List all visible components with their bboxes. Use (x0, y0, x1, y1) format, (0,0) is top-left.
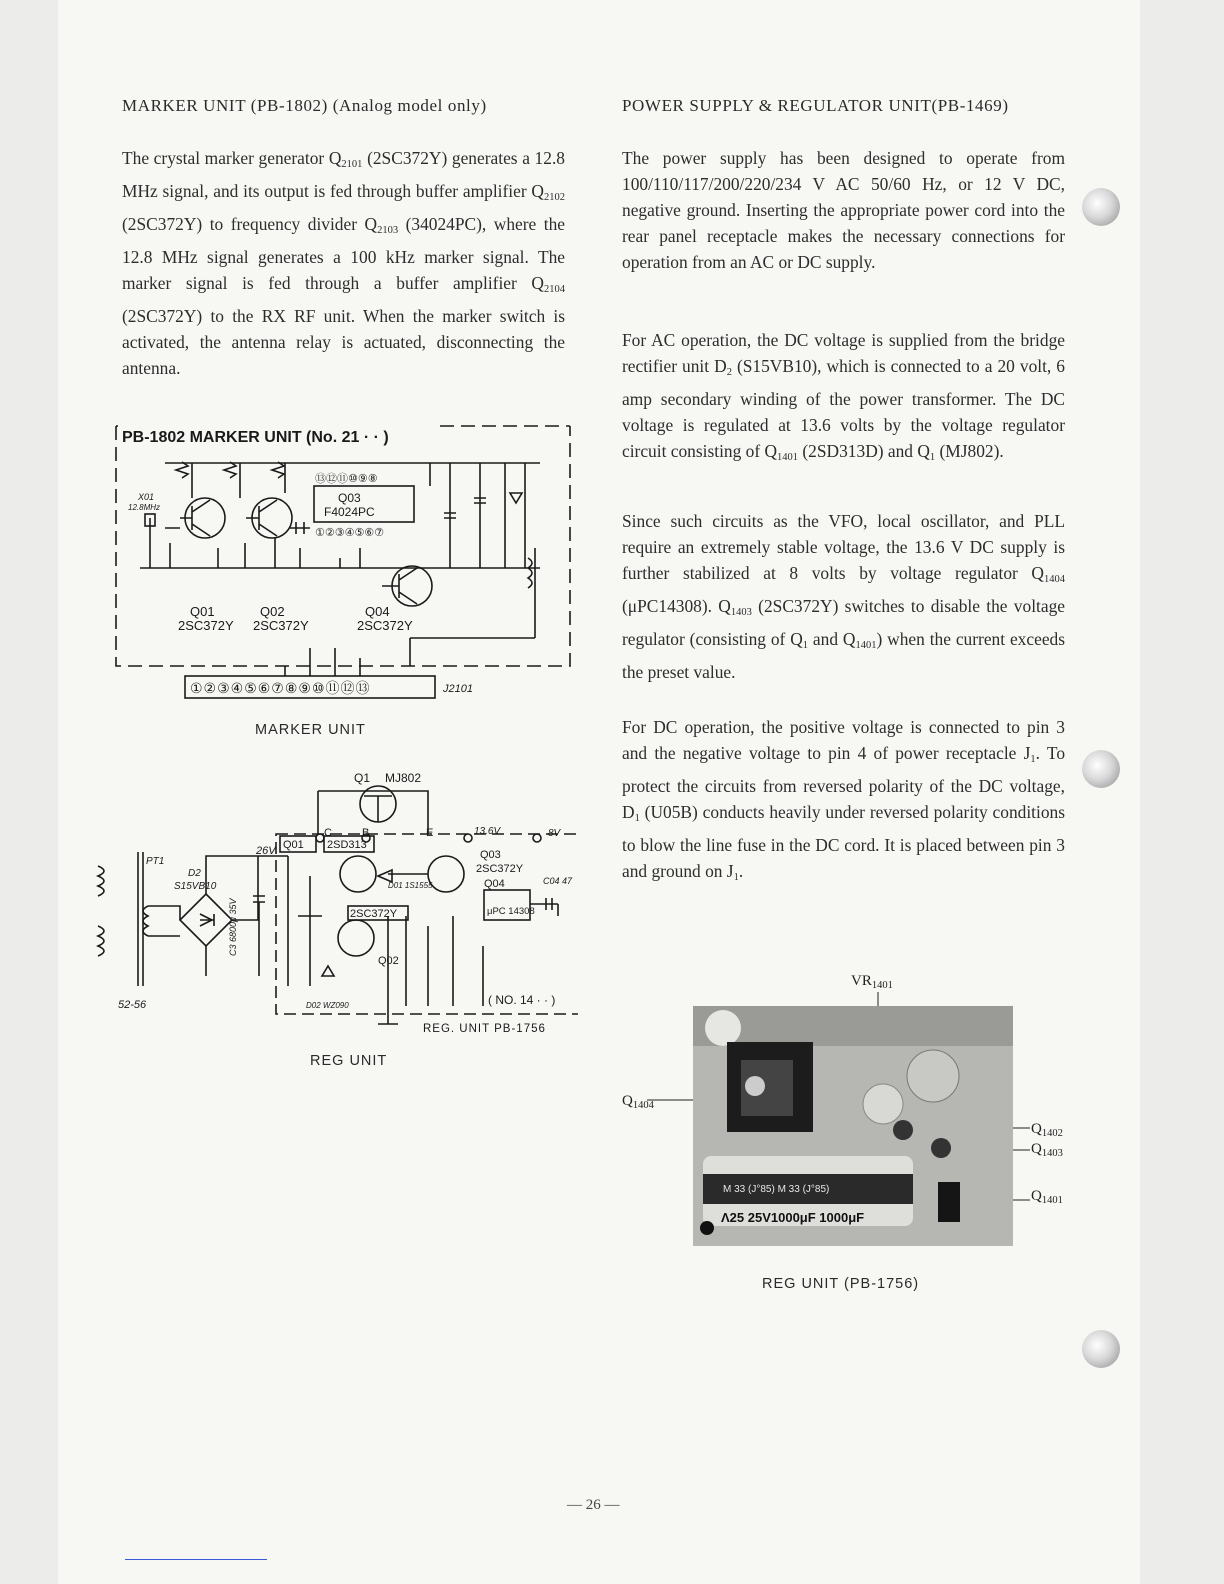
reg-unit-photo (693, 1006, 1013, 1246)
capacitor-text-bottom: Λ25 25V1000μF 1000μF (721, 1210, 865, 1225)
q01-type: 2SC372Y (178, 618, 234, 633)
power-supply-paragraph-4: For DC operation, the positive voltage is connected to pin 3 and the negative voltage to pin 4 of power receptacle $J_1$. To protect the circuits from reversed polarity of the DC voltage, $D_1$ (U05B) conducts heavily under reversed polarity conditions to blow the line fuse in the DC cord. It is placed between pin 3 and ground on $J_1$. (622, 717, 1066, 883)
binder-hole-icon (1082, 750, 1120, 788)
q04-reg-label: Q04 (484, 878, 505, 890)
pt1-label: PT1 (146, 856, 165, 867)
q02-reg-label: Q02 (378, 955, 399, 967)
q01-reg-label: Q01 (283, 839, 304, 851)
marker-unit-caption: MARKER UNIT (255, 722, 366, 738)
q04-type: 2SC372Y (357, 618, 413, 633)
power-supply-heading: POWER SUPPLY & REGULATOR UNIT(PB-1469) (622, 96, 1009, 115)
connector-pins: ①②③④⑤⑥⑦⑧⑨⑩⑪⑫⑬ (190, 680, 371, 696)
q02-reg-type: 2SC372Y (350, 908, 398, 920)
d2-label: D2 (188, 868, 201, 879)
connector-label: J2101 (443, 683, 473, 695)
capacitor-text-top: Μ 33 (J°85) Μ 33 (J°85) (723, 1184, 830, 1195)
d02-label: D02 WZ090 (306, 1001, 349, 1010)
binder-hole-icon (1082, 188, 1120, 226)
ic-bottom-pins: ①②③④⑤⑥⑦ (315, 527, 385, 539)
q03-reg-transistor (428, 856, 464, 892)
v8-label: 8V (548, 828, 561, 839)
d2-type: S15VB10 (174, 881, 217, 892)
xtal-label: X01 (138, 492, 155, 502)
photo-label-q1402: $Q_{1402}$ (1031, 1121, 1063, 1139)
q1-type: MJ802 (385, 771, 422, 785)
q01-label: Q01 (190, 604, 215, 619)
q01-reg-type: 2SD313 (327, 839, 367, 851)
photo-label-q1404: $Q_{1404}$ (622, 1093, 654, 1111)
node-c: C (324, 827, 332, 839)
power-supply-paragraph-1: The power supply has been designed to operate from 100/110/117/200/220/234 V AC 50/60 Hz, or 12 V DC, negative ground. Inserting the appropriate power cord into the rear panel receptacle makes the necessary connections for operation from an AC or DC supply. (622, 148, 1065, 272)
photo-caption: REG UNIT (PB-1756) (762, 1276, 920, 1292)
marker-title: PB-1802 MARKER UNIT (No. 21 · · ) (122, 429, 389, 446)
marker-unit-schematic (110, 418, 580, 708)
xfmr-code: 52-56 (118, 999, 147, 1011)
node-e: E (426, 827, 434, 839)
photo-label-vr1401: $VR_{1401}$ (851, 973, 893, 991)
footer-link-underline (125, 1559, 267, 1560)
binder-hole-icon (1082, 1330, 1120, 1368)
q03-type: F4024PC (324, 505, 375, 519)
marker-unit-heading: MARKER UNIT (PB-1802) (Analog model only) (122, 96, 487, 115)
board-no: ( NO. 14 · · ) (488, 993, 556, 1007)
power-supply-paragraph-2: For AC operation, the DC voltage is supplied from the bridge rectifier unit $D_2$ (S15VB10), which is connected to a 20 volt, 6 amp secondary winding of the power transformer. The DC voltage is regulated at 13.6 volts by the voltage regulator circuit consisting of $Q_{1401}$ (2SD313D) and $Q_1$ (MJ802). (622, 330, 1065, 463)
c3-label: C3 6800μ 35V (228, 898, 238, 956)
q04-label: Q04 (365, 604, 390, 619)
reg-unit-schematic (88, 766, 578, 1044)
q03-label: Q03 (338, 491, 361, 505)
d01-label: D01 1S1555 (388, 881, 433, 890)
photo-label-q1401: $Q_{1401}$ (1031, 1188, 1063, 1206)
q02-type: 2SC372Y (253, 618, 309, 633)
node-b: B (362, 827, 370, 839)
v136-label: 13.6V (474, 826, 501, 837)
q02-label: Q02 (260, 604, 285, 619)
transformer-secondary (143, 906, 148, 936)
transformer-primary (98, 866, 104, 956)
q01-reg-transistor (340, 856, 376, 892)
marker-unit-paragraph: The crystal marker generator $Q_{2101}$ (2SC372Y) generates a 12.8 MHz signal, and its output is fed through buffer amplifier $Q_{2102}$ (2SC372Y) to frequency divider $Q_{2103}$ (34024PC), where the 12.8 MHz signal generates a 100 kHz marker signal. The marker signal is fed through a buffer amplifier $Q_{2104}$ (2SC372Y) to the RX RF unit. When the marker switch is activated, the antenna relay is actuated, disconnecting the antenna. (122, 148, 565, 378)
q03-reg-type: 2SC372Y (476, 863, 524, 875)
photo-label-q1403: $Q_{1403}$ (1031, 1141, 1063, 1159)
board-name: REG. UNIT PB-1756 (423, 1023, 546, 1035)
page-number: — 26 — (567, 1497, 620, 1513)
ic-top-pins: ⑬⑫⑪⑩⑨⑧ (315, 473, 378, 485)
xtal-freq: 12.8MHz (128, 503, 161, 512)
reg-unit-photo-drawing (693, 1006, 1013, 1246)
reg-board-frame (276, 834, 578, 1014)
reg-unit-caption: REG UNIT (310, 1053, 388, 1069)
q03-reg-label: Q03 (480, 849, 501, 861)
v26-label: 26V (256, 845, 276, 857)
c04-label: C04 47 (543, 876, 573, 886)
power-supply-paragraph-3: Since such circuits as the VFO, local oscillator, and PLL require an extremely stable voltage, the 13.6 V DC supply is further stabilized at 8 volts by voltage regulator $Q_{1404}$ (μPC14308). $Q_{1403}$ (2SC372Y) switches to disable the voltage regulator (consisting of $Q_1$ and $Q_{1401}$) when the current exceeds the preset value. (622, 511, 1065, 682)
q02-reg-transistor (338, 920, 374, 956)
q04-reg-type: μPC 14308 (487, 906, 535, 917)
q1-label: Q1 (354, 771, 371, 785)
